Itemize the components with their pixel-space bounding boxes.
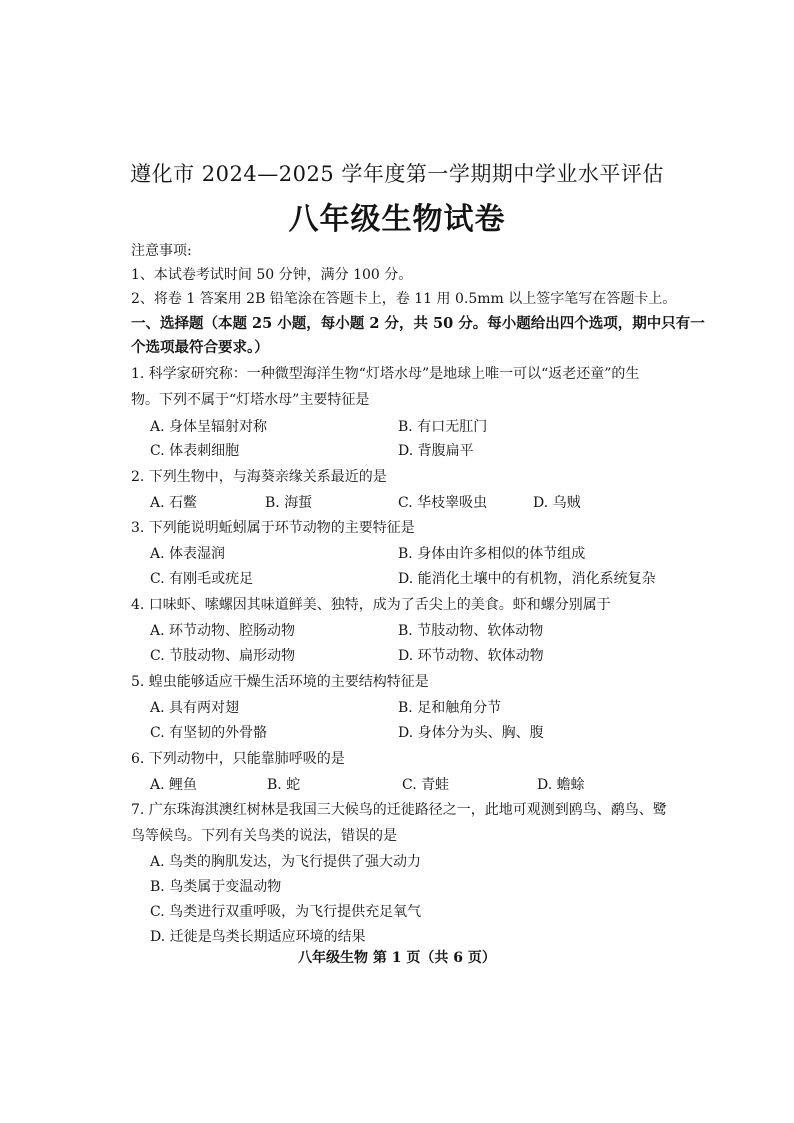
option-a: A. 环节动物、腔肠动物 <box>150 623 296 639</box>
question-stem: 3. 下列能说明蚯蚓属于环节动物的主要特征是 <box>131 520 415 536</box>
option-a: A. 身体呈辐射对称 <box>150 419 268 435</box>
option-d: D. 能消化土壤中的有机物，消化系统复杂 <box>398 571 656 587</box>
option-b: B. 蛇 <box>267 777 301 793</box>
option-c: C. 有刚毛或疣足 <box>150 571 254 587</box>
question-stem: 7. 广东珠海淇澳红树林是我国三大候鸟的迁徙路径之一，此地可观测到鸥鸟、鹬鸟、鹭 <box>131 802 667 818</box>
option-a: A. 具有两对翅 <box>150 700 240 716</box>
option-c: C. 青蛙 <box>402 777 450 793</box>
option-b: B. 节肢动物、软体动物 <box>398 623 544 639</box>
question-stem: 2. 下列生物中，与海葵亲缘关系最近的是 <box>131 469 387 485</box>
option-a: A. 石鳖 <box>150 495 198 511</box>
question-stem: 1. 科学家研究称：一种微型海洋生物“灯塔水母”是地球上唯一可以“返老还童”的生 <box>131 366 640 382</box>
section-heading: 个选项最符合要求。） <box>131 339 269 356</box>
notes-heading: 注意事项: <box>131 243 192 259</box>
option-a: A. 鲤鱼 <box>150 777 198 793</box>
option-b: B. 足和触角分节 <box>398 700 502 716</box>
question-stem: 6. 下列动物中，只能靠肺呼吸的是 <box>131 751 345 767</box>
question-stem: 5. 蝗虫能够适应干燥生活环境的主要结构特征是 <box>131 674 429 690</box>
question-stem: 4. 口味虾、嗦螺因其味道鲜美、独特，成为了舌尖上的美食。虾和螺分别属于 <box>131 597 611 613</box>
option-c: C. 节肢动物、扁形动物 <box>150 648 296 664</box>
question-stem: 鸟等候鸟。下列有关鸟类的说法，错误的是 <box>131 828 397 844</box>
option-d: D. 蟾蜍 <box>537 777 585 793</box>
option-a: A. 体表湿润 <box>150 546 226 562</box>
note-item: 2、将卷 1 答案用 2B 铅笔涂在答题卡上，卷 11 用 0.5mm 以上签字笔写在答题卡上。 <box>131 291 677 307</box>
page-footer: 八年级生物 第 1 页（共 6 页） <box>298 950 496 966</box>
exam-subtitle: 八年级生物试卷 <box>288 202 506 237</box>
exam-title: 遵化市 2024—2025 学年度第一学期期中学业水平评估 <box>130 162 664 186</box>
option-c: C. 有坚韧的外骨骼 <box>150 725 268 741</box>
option-c: C. 体表刺细胞 <box>150 443 240 459</box>
option-b: B. 有口无肛门 <box>398 419 488 435</box>
option-c: C. 华枝睾吸虫 <box>398 495 488 511</box>
option-a: A. 鸟类的胸肌发达，为飞行提供了强大动力 <box>150 854 422 870</box>
option-b: B. 身体由许多相似的体节组成 <box>398 546 586 562</box>
option-b: B. 海蜇 <box>265 495 313 511</box>
note-item: 1、本试卷考试时间 50 分钟，满分 100 分。 <box>131 267 413 283</box>
option-d: D. 身体分为头、胸、腹 <box>398 725 544 741</box>
option-d: D. 环节动物、软体动物 <box>398 648 544 664</box>
question-stem: 物。下列不属于“灯塔水母”主要特征是 <box>131 392 370 408</box>
option-d: D. 乌贼 <box>533 495 581 511</box>
option-d: D. 背腹扁平 <box>398 443 474 459</box>
option-d: D. 迁徙是鸟类长期适应环境的结果 <box>150 929 366 945</box>
option-b: B. 鸟类属于变温动物 <box>150 879 282 895</box>
option-c: C. 鸟类进行双重呼吸，为飞行提供充足氧气 <box>150 904 422 920</box>
section-heading: 一、选择题（本题 25 小题，每小题 2 分，共 50 分。每小题给出四个选项，期中只有一 <box>131 315 705 332</box>
